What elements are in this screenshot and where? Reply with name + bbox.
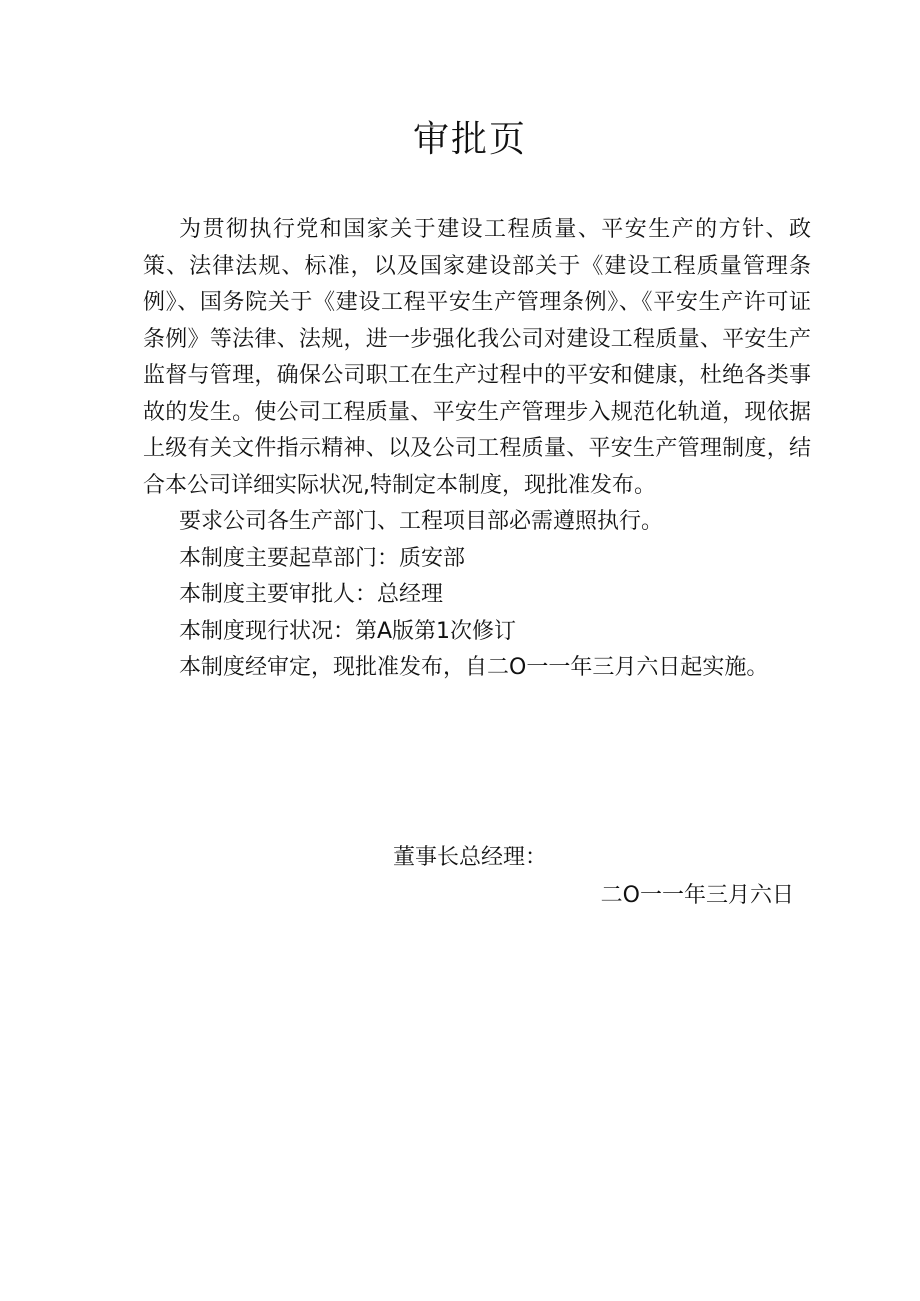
signature-label: 董事长总经理： bbox=[393, 845, 548, 870]
document-body bbox=[143, 212, 811, 687]
requirement-line: 要求公司各生产部门、工程项目部必需遵照执行。 bbox=[179, 509, 664, 534]
drafting-dept-line: 本制度主要起草部门：质安部 bbox=[179, 545, 466, 571]
approver-line: 本制度主要审批人：总经理 bbox=[179, 582, 444, 607]
status-line: 本制度现行状况：第A版第1次修订 bbox=[179, 618, 517, 644]
page-title: 审批页 bbox=[412, 119, 527, 160]
signature-date: 二O一一年三月六日 bbox=[600, 883, 794, 908]
effective-line: 本制度经审定，现批准发布，自二O一一年三月六日起实施。 bbox=[179, 655, 769, 680]
main-paragraph: 为贯彻执行党和国家关于建设工程质量、平安生产的方针、政策、法律法规、标准，以及国家建设部关于《建设工程质量管理条例》、国务院关于《建设工程平安生产管理条例》、《平安生产许可证条例》等法律、法规，进一步强化我公司对建设工程质量、平安生产监督与管理，确保公司职工在生产过程中的平安和健康，杜绝各类事故的发生。使公司工程质量、平安生产管理步入规范化轨道，现依据上级有关文件指示精神、以及公司工程质量、平安生产管理制度，结合本公司详细实际状况,特制定本制度，现批准发布。 bbox=[143, 217, 811, 498]
